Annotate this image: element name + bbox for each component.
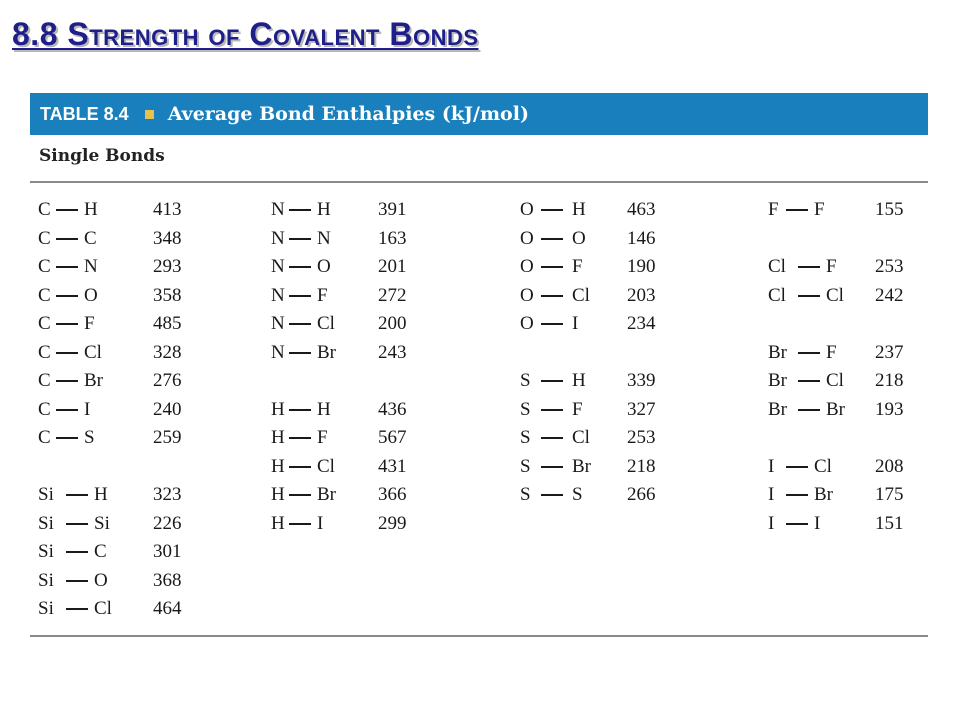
single-bond-line bbox=[541, 323, 563, 325]
atom-b: O bbox=[94, 569, 108, 591]
atom-b: I bbox=[814, 512, 821, 534]
atom-a: N bbox=[271, 284, 285, 306]
single-bond-line bbox=[289, 323, 311, 325]
single-bond-line bbox=[56, 295, 78, 297]
single-bond-line bbox=[786, 209, 808, 211]
single-bond-line bbox=[289, 523, 311, 525]
atom-a: S bbox=[520, 398, 531, 420]
atom-a: I bbox=[768, 512, 775, 534]
bond-enthalpy-value: 163 bbox=[378, 227, 407, 249]
atom-b: Br bbox=[814, 484, 833, 505]
single-bond-line bbox=[56, 352, 78, 354]
bond-enthalpy-value: 293 bbox=[153, 256, 182, 277]
atom-b: I bbox=[572, 313, 579, 334]
single-bond-line bbox=[56, 266, 78, 268]
atom-b: Br bbox=[84, 370, 103, 391]
atom-a: H bbox=[271, 455, 285, 477]
bond-enthalpy-value: 413 bbox=[153, 199, 182, 220]
atom-b: Cl bbox=[94, 598, 112, 619]
bond-enthalpy-value: 259 bbox=[153, 427, 182, 448]
atom-b: Cl bbox=[572, 284, 590, 306]
atom-a: O bbox=[520, 313, 534, 334]
bond-enthalpy-value: 146 bbox=[627, 227, 656, 249]
single-bond-line bbox=[541, 437, 563, 439]
bond-enthalpy-value: 368 bbox=[153, 569, 182, 591]
atom-a: C bbox=[38, 199, 51, 220]
atom-a: Si bbox=[38, 484, 54, 505]
bond-enthalpy-value: 327 bbox=[627, 398, 656, 420]
atom-b: H bbox=[317, 398, 331, 420]
atom-b: O bbox=[572, 227, 586, 249]
single-bond-line bbox=[56, 238, 78, 240]
atom-a: C bbox=[38, 313, 51, 334]
atom-a: C bbox=[38, 341, 51, 363]
atom-b: H bbox=[572, 199, 586, 220]
atom-b: H bbox=[572, 370, 586, 391]
single-bond-line bbox=[56, 380, 78, 382]
bond-enthalpy-value: 463 bbox=[627, 199, 656, 220]
atom-a: N bbox=[271, 341, 285, 363]
atom-a: O bbox=[520, 227, 534, 249]
atom-a: O bbox=[520, 256, 534, 277]
bond-enthalpy-value: 464 bbox=[153, 598, 182, 619]
single-bond-line bbox=[541, 409, 563, 411]
single-bond-line bbox=[56, 323, 78, 325]
bond-enthalpy-value: 242 bbox=[875, 284, 904, 306]
bond-enthalpy-value: 243 bbox=[378, 341, 407, 363]
atom-b: Cl bbox=[572, 427, 590, 448]
atom-a: S bbox=[520, 370, 531, 391]
slide-title: 8.8 Strength of Covalent Bonds bbox=[12, 16, 479, 52]
bond-enthalpy-value: 348 bbox=[153, 227, 182, 249]
atom-b: C bbox=[94, 541, 107, 562]
single-bond-line bbox=[798, 295, 820, 297]
bond-enthalpy-value: 299 bbox=[378, 512, 407, 534]
atom-a: S bbox=[520, 484, 531, 505]
single-bond-line bbox=[786, 466, 808, 468]
bond-enthalpy-value: 358 bbox=[153, 284, 182, 306]
single-bond-line bbox=[541, 494, 563, 496]
atom-a: Si bbox=[38, 569, 54, 591]
atom-b: Cl bbox=[317, 455, 335, 477]
bond-enthalpy-value: 339 bbox=[627, 370, 656, 391]
atom-b: I bbox=[317, 512, 324, 534]
bond-enthalpy-value: 323 bbox=[153, 484, 182, 505]
single-bond-line bbox=[289, 295, 311, 297]
atom-a: O bbox=[520, 284, 534, 306]
single-bond-line bbox=[798, 380, 820, 382]
single-bond-line bbox=[786, 523, 808, 525]
atom-a: S bbox=[520, 455, 531, 477]
single-bond-line bbox=[289, 437, 311, 439]
atom-a: F bbox=[768, 199, 779, 220]
bond-enthalpy-value: 391 bbox=[378, 199, 407, 220]
atom-b: H bbox=[94, 484, 108, 505]
bond-enthalpy-value: 266 bbox=[627, 484, 656, 505]
single-bond-line bbox=[786, 494, 808, 496]
single-bond-line bbox=[541, 238, 563, 240]
single-bond-line bbox=[541, 209, 563, 211]
bond-enthalpy-value: 193 bbox=[875, 398, 904, 420]
atom-a: C bbox=[38, 370, 51, 391]
atom-b: F bbox=[572, 256, 583, 277]
bond-enthalpy-value: 208 bbox=[875, 455, 904, 477]
atom-b: N bbox=[317, 227, 331, 249]
single-bond-line bbox=[66, 551, 88, 553]
bond-enthalpy-value: 436 bbox=[378, 398, 407, 420]
single-bond-line bbox=[56, 209, 78, 211]
bond-enthalpy-value: 276 bbox=[153, 370, 182, 391]
bond-enthalpy-value: 226 bbox=[153, 512, 182, 534]
bond-enthalpy-value: 253 bbox=[875, 256, 904, 277]
atom-a: N bbox=[271, 256, 285, 277]
bond-enthalpy-value: 218 bbox=[875, 370, 904, 391]
bond-enthalpy-table bbox=[30, 93, 928, 638]
atom-b: Br bbox=[826, 398, 845, 420]
atom-b: I bbox=[84, 398, 91, 420]
bond-enthalpy-value: 201 bbox=[378, 256, 407, 277]
atom-a: Br bbox=[768, 398, 787, 420]
atom-b: O bbox=[84, 284, 98, 306]
bond-enthalpy-value: 485 bbox=[153, 313, 182, 334]
bond-enthalpy-value: 567 bbox=[378, 427, 407, 448]
bond-enthalpy-value: 240 bbox=[153, 398, 182, 420]
atom-a: I bbox=[768, 484, 775, 505]
atom-a: C bbox=[38, 398, 51, 420]
atom-b: H bbox=[84, 199, 98, 220]
atom-b: C bbox=[84, 227, 97, 249]
bottom-divider bbox=[30, 635, 928, 637]
atom-b: F bbox=[826, 256, 837, 277]
atom-b: Br bbox=[572, 455, 591, 477]
atom-a: Si bbox=[38, 541, 54, 562]
single-bond-line bbox=[541, 266, 563, 268]
atom-a: Br bbox=[768, 341, 787, 363]
square-bullet-icon bbox=[145, 110, 154, 119]
single-bond-line bbox=[289, 266, 311, 268]
atom-a: Cl bbox=[768, 284, 786, 306]
atom-b: Si bbox=[94, 512, 110, 534]
atom-b: Br bbox=[317, 484, 336, 505]
atom-a: S bbox=[520, 427, 531, 448]
single-bond-line bbox=[289, 352, 311, 354]
atom-b: F bbox=[317, 284, 328, 306]
atom-a: Cl bbox=[768, 256, 786, 277]
atom-b: Cl bbox=[826, 370, 844, 391]
bond-enthalpy-value: 151 bbox=[875, 512, 904, 534]
atom-b: O bbox=[317, 256, 331, 277]
single-bond-line bbox=[541, 295, 563, 297]
bond-enthalpy-value: 253 bbox=[627, 427, 656, 448]
single-bond-line bbox=[289, 209, 311, 211]
table-header bbox=[30, 93, 928, 135]
atom-b: S bbox=[84, 427, 95, 448]
single-bond-line bbox=[289, 238, 311, 240]
bond-enthalpy-value: 155 bbox=[875, 199, 904, 220]
atom-a: C bbox=[38, 427, 51, 448]
atom-b: Cl bbox=[814, 455, 832, 477]
bond-enthalpy-value: 272 bbox=[378, 284, 407, 306]
atom-b: F bbox=[814, 199, 825, 220]
bond-enthalpy-value: 190 bbox=[627, 256, 656, 277]
single-bond-line bbox=[798, 352, 820, 354]
single-bond-line bbox=[289, 409, 311, 411]
section-label: Single Bonds bbox=[39, 146, 165, 166]
single-bond-line bbox=[541, 380, 563, 382]
single-bond-line bbox=[56, 409, 78, 411]
atom-a: C bbox=[38, 227, 51, 249]
atom-b: N bbox=[84, 256, 98, 277]
atom-b: H bbox=[317, 199, 331, 220]
atom-b: Cl bbox=[317, 313, 335, 334]
bond-enthalpy-value: 200 bbox=[378, 313, 407, 334]
atom-a: C bbox=[38, 284, 51, 306]
atom-b: Cl bbox=[826, 284, 844, 306]
single-bond-line bbox=[798, 266, 820, 268]
single-bond-line bbox=[798, 409, 820, 411]
single-bond-line bbox=[66, 608, 88, 610]
atom-a: N bbox=[271, 313, 285, 334]
atom-b: S bbox=[572, 484, 583, 505]
atom-a: N bbox=[271, 227, 285, 249]
bond-enthalpy-value: 431 bbox=[378, 455, 407, 477]
table-number: TABLE 8.4 bbox=[40, 103, 129, 124]
single-bond-line bbox=[66, 523, 88, 525]
single-bond-line bbox=[541, 466, 563, 468]
atom-b: F bbox=[572, 398, 583, 420]
atom-a: N bbox=[271, 199, 285, 220]
atom-a: H bbox=[271, 484, 285, 505]
single-bond-line bbox=[66, 494, 88, 496]
top-divider bbox=[30, 181, 928, 183]
table-title: Average Bond Enthalpies (kJ/mol) bbox=[167, 103, 529, 125]
atom-a: I bbox=[768, 455, 775, 477]
atom-b: F bbox=[826, 341, 837, 363]
atom-b: F bbox=[84, 313, 95, 334]
bond-enthalpy-value: 237 bbox=[875, 341, 904, 363]
atom-a: Si bbox=[38, 598, 54, 619]
bond-enthalpy-value: 328 bbox=[153, 341, 182, 363]
single-bond-line bbox=[289, 494, 311, 496]
atom-a: O bbox=[520, 199, 534, 220]
atom-b: F bbox=[317, 427, 328, 448]
bond-enthalpy-value: 366 bbox=[378, 484, 407, 505]
atom-a: Si bbox=[38, 512, 54, 534]
atom-a: C bbox=[38, 256, 51, 277]
single-bond-line bbox=[66, 580, 88, 582]
atom-a: H bbox=[271, 398, 285, 420]
single-bond-line bbox=[289, 466, 311, 468]
bond-enthalpy-value: 203 bbox=[627, 284, 656, 306]
atom-a: H bbox=[271, 512, 285, 534]
bond-enthalpy-value: 301 bbox=[153, 541, 182, 562]
atom-b: Cl bbox=[84, 341, 102, 363]
bond-enthalpy-value: 234 bbox=[627, 313, 656, 334]
atom-a: Br bbox=[768, 370, 787, 391]
atom-a: H bbox=[271, 427, 285, 448]
single-bond-line bbox=[56, 437, 78, 439]
bond-enthalpy-value: 175 bbox=[875, 484, 904, 505]
atom-b: Br bbox=[317, 341, 336, 363]
bond-enthalpy-value: 218 bbox=[627, 455, 656, 477]
